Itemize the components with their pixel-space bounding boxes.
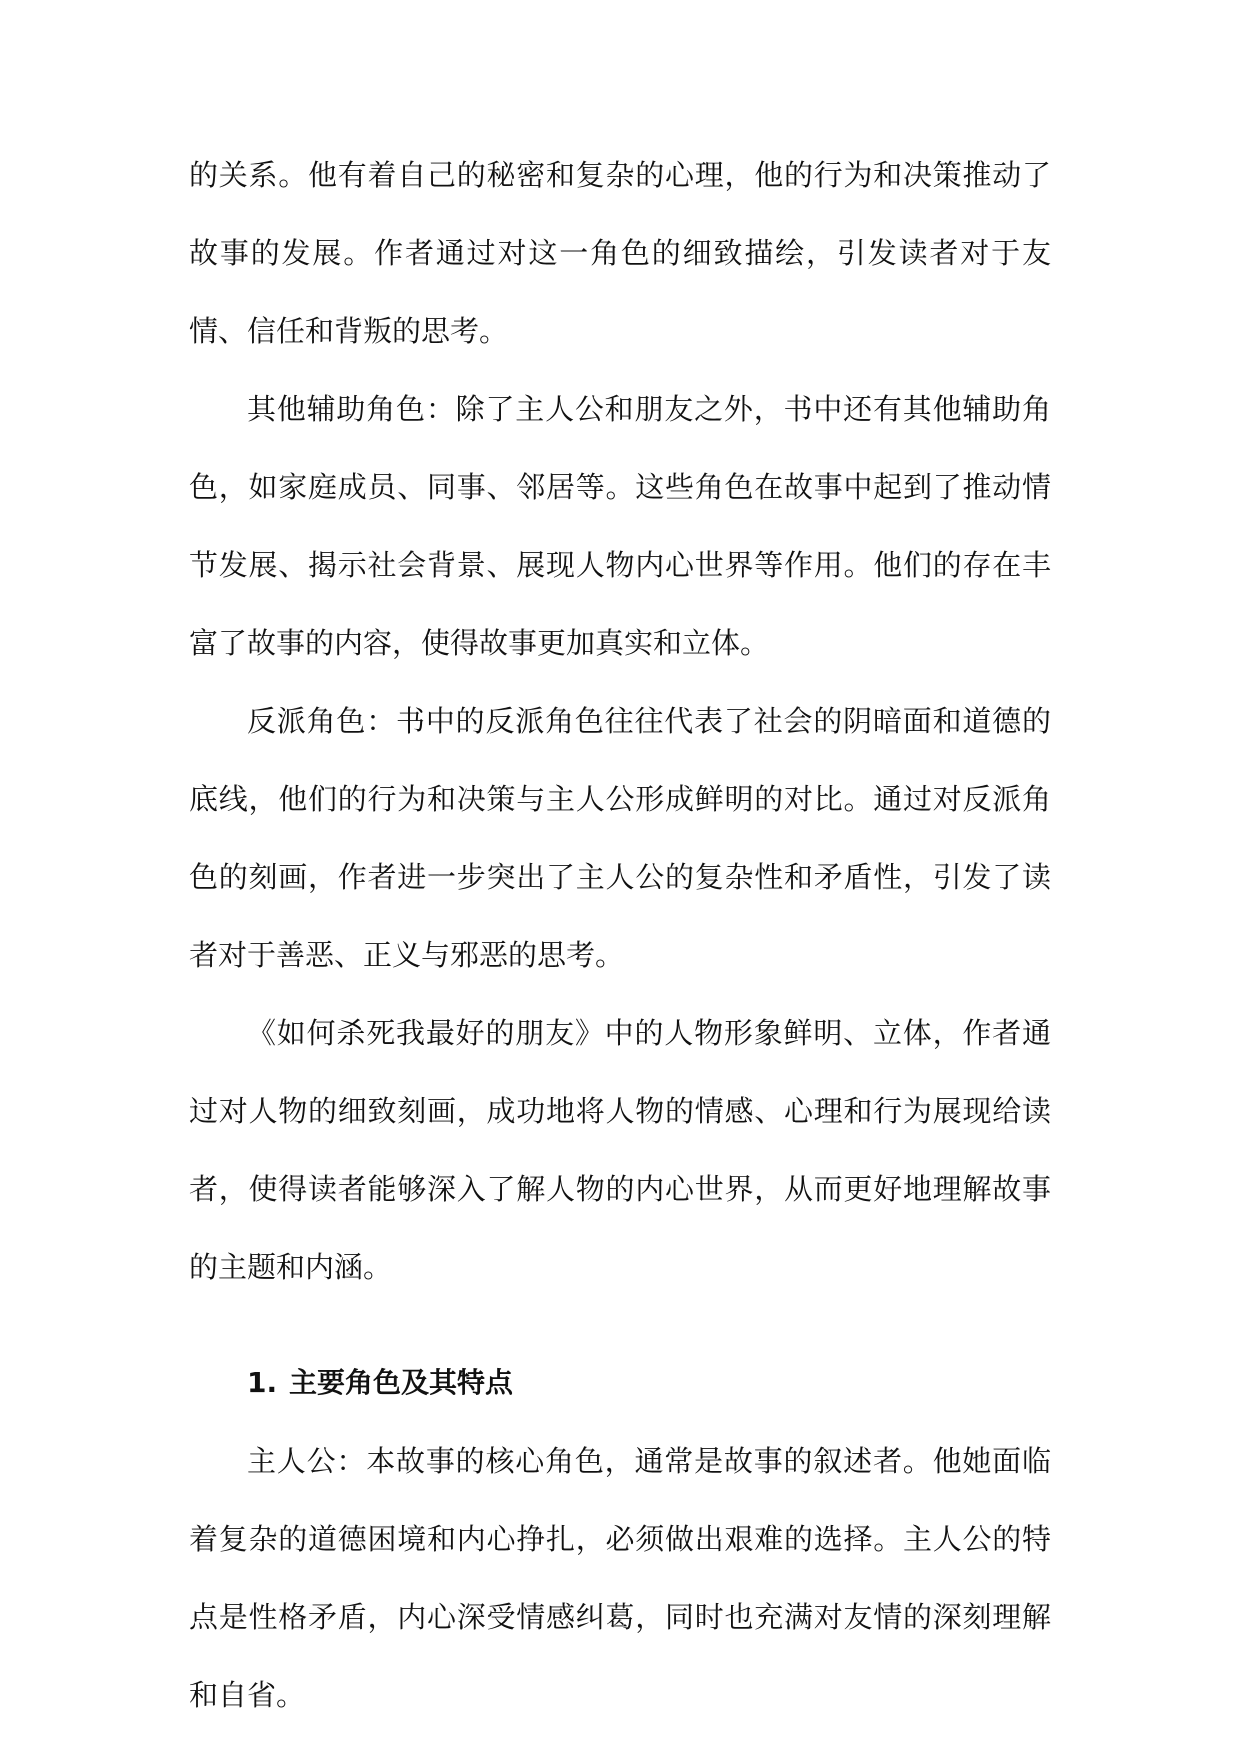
paragraph-antagonists: 反派角色：书中的反派角色往往代表了社会的阴暗面和道德的底线，他们的行为和决策与主人公形成鲜明的对比。通过对反派角色的刻画，作者进一步突出了主人公的复杂性和矛盾性，引发了读者对于善恶、正义与邪恶的思考。 — [189, 704, 1051, 972]
section-number: 1. — [247, 1366, 278, 1399]
document-body — [189, 136, 1051, 1734]
paragraph-summary: 《如何杀死我最好的朋友》中的人物形象鲜明、立体，作者通过对人物的细致刻画，成功地将人物的情感、心理和行为展现给读者，使得读者能够深入了解人物的内心世界，从而更好地理解故事的主题和内涵。 — [189, 1016, 1051, 1284]
section-title: 主要角色及其特点 — [289, 1366, 514, 1399]
paragraph-supporting-characters: 其他辅助角色：除了主人公和朋友之外，书中还有其他辅助角色，如家庭成员、同事、邻居等。这些角色在故事中起到了推动情节发展、揭示社会背景、展现人物内心世界等作用。他们的存在丰富了故事的内容，使得故事更加真实和立体。 — [189, 392, 1051, 660]
section-heading — [189, 1344, 1051, 1422]
paragraph-protagonist: 主人公：本故事的核心角色，通常是故事的叙述者。他她面临着复杂的道德困境和内心挣扎，必须做出艰难的选择。主人公的特点是性格矛盾，内心深受情感纠葛，同时也充满对友情的深刻理解和自省。 — [189, 1444, 1051, 1712]
paragraph-continuation: 的关系。他有着自己的秘密和复杂的心理，他的行为和决策推动了故事的发展。作者通过对这一角色的细致描绘，引发读者对于友情、信任和背叛的思考。 — [189, 158, 1051, 348]
